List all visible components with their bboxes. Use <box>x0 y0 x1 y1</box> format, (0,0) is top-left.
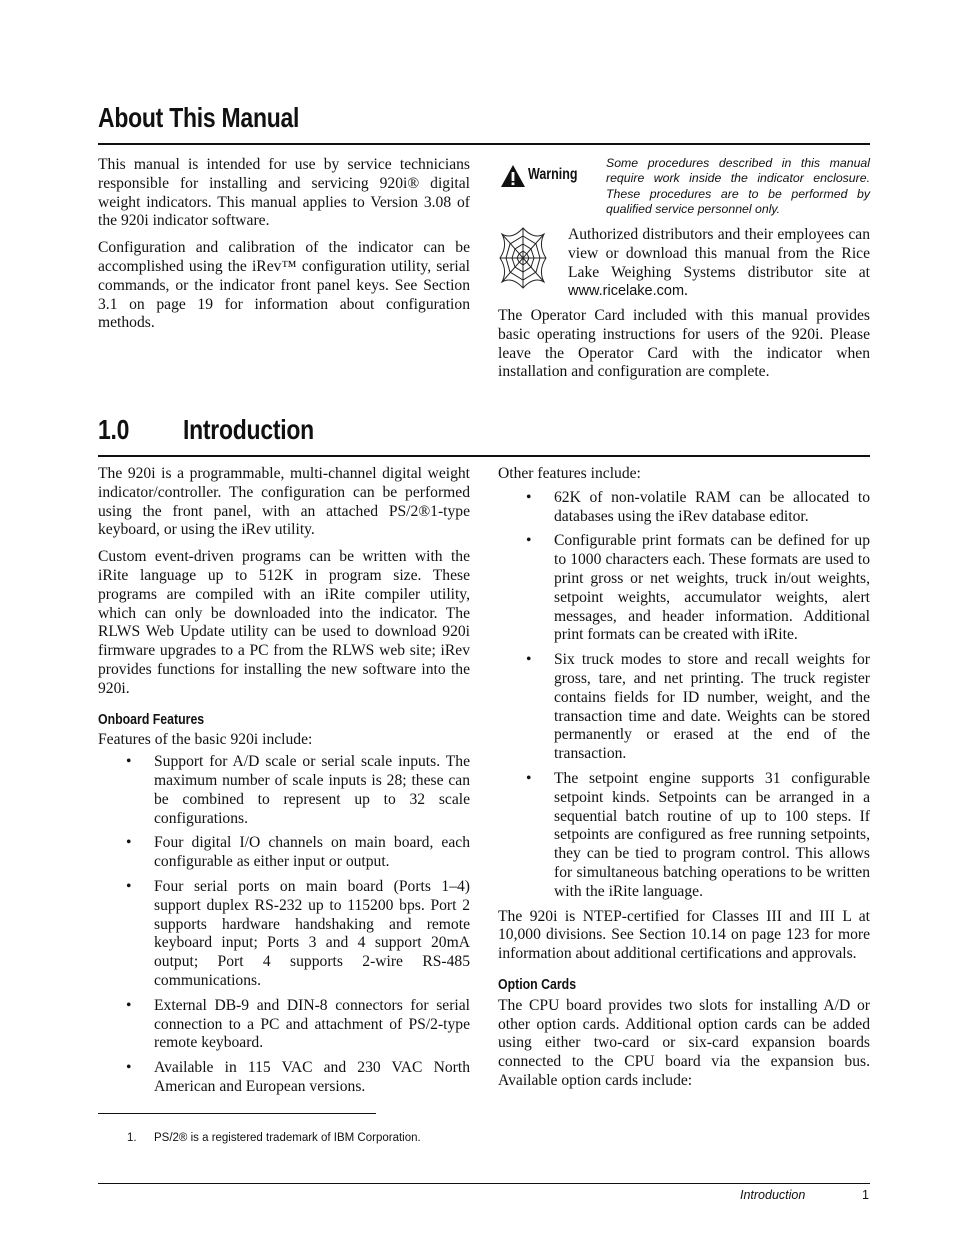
list-item: • Six truck modes to store and recall weights for gross, tare, and net printing. The truck register contains fields for ID number, weight, and the transaction time and date. Weights can be stored permanently or erased at the end of the transaction. <box>498 651 870 764</box>
warning-triangle-icon <box>500 164 526 188</box>
list-item: • Four digital I/O channels on main board, each configurable as either input or output. <box>98 834 470 872</box>
other-features-list <box>498 489 870 902</box>
intro-left-column <box>98 465 470 1103</box>
footer-rule <box>98 1183 870 1184</box>
list-item: • 62K of non-volatile RAM can be allocated to databases using the iRev database editor. <box>498 489 870 527</box>
list-item: • Available in 115 VAC and 230 VAC North American and European versions. <box>98 1059 470 1097</box>
about-paragraph-1: This manual is intended for use by service technicians responsible for installing and servicing 920i® digital weight indicators. This manual applies to Version 3.08 of the 920i indicator software. <box>98 156 470 230</box>
list-item: • The setpoint engine supports 31 configurable setpoint kinds. Setpoints can be arranged in a sequential batch routine of up to 100 steps. If setpoints are configured as free running setpoints, they can be tied to program control. This allows for simultaneous batching operations to be written with the iRite language. <box>498 770 870 902</box>
about-heading: About This Manual <box>98 102 300 133</box>
list-item: • External DB-9 and DIN-8 connectors for serial connection to a PC and attachment of PS/2-type remote keyboard. <box>98 997 470 1053</box>
onboard-lead: Features of the basic 920i include: <box>98 731 313 749</box>
ricelake-url[interactable]: www.ricelake.com <box>568 283 685 300</box>
list-item: • Four serial ports on main board (Ports 1–4) support duplex RS-232 up to 115200 bps. Port 2 supports hardware handshaking and remote keyboard input; Ports 3 and 4 support 20mA output; Port 4 supports 2-wire RS-485 communications. <box>98 878 470 991</box>
intro-heading: Introduction <box>183 414 314 445</box>
list-item: • Configurable print formats can be defined for up to 1000 characters each. These formats are used to print gross or net weights, truck in/out weights, setpoint weights, accumulator weights, alert messages, and header information. Additional print formats can be created with iRite. <box>498 532 870 645</box>
about-paragraph-2: Configuration and calibration of the indicator can be accomplished using the iRev™ configuration utility, serial commands, or the indicator front panel keys. See Section 3.1 on page 19 for information about configuration methods. <box>98 239 470 332</box>
ntep-paragraph: The 920i is NTEP-certified for Classes III and III L at 10,000 divisions. See Section 10.14 on page 123 for more information about additional certifications and approvals. <box>498 907 870 963</box>
list-item: • Support for A/D scale or serial scale inputs. The maximum number of scale inputs is 28; these can be combined to represent up to 32 scale configurations. <box>98 753 470 828</box>
footnote-text: PS/2® is a registered trademark of IBM Corporation. <box>154 1132 421 1144</box>
option-cards-paragraph: The CPU board provides two slots for installing A/D or other option cards. Additional option cards can be added using either two-card or six-card expansion boards connected to the CPU board via the expansion bus. Available option cards include: <box>498 996 870 1089</box>
option-cards-heading: Option Cards <box>498 976 577 993</box>
web-access-paragraph: Authorized distributors and their employees can view or download this manual from the Rice Lake Weighing Systems distributor site at www.ricelake.com. <box>568 226 870 300</box>
footnote-rule <box>98 1113 376 1114</box>
warning-text: Some procedures described in this manual require work inside the indicator enclosure. These procedures are to be performed by qualified service personnel only. <box>606 156 870 217</box>
web-access-text: Authorized distributors and their employees can view or download this manual from the Rice Lake Weighing Systems distributor site at <box>568 226 870 281</box>
spider-web-icon <box>498 226 548 290</box>
onboard-features-heading: Onboard Features <box>98 711 205 728</box>
about-heading-rule <box>98 143 870 145</box>
intro-paragraph-2: Custom event-driven programs can be written with the iRite language up to 512K in program size. These programs are compiled with an iRite compiler utility, which can only be downloaded into the indicator. The RLWS Web Update utility can be used to download 920i firmware upgrades to a PC from the RLWS web site; iRev provides functions for installing the new software into the 920i. <box>98 548 470 697</box>
intro-heading-number: 1.0 <box>98 414 130 445</box>
warning-label <box>498 164 598 188</box>
footer-section-name: Introduction <box>740 1188 806 1202</box>
other-features-lead: Other features include: <box>498 465 641 482</box>
intro-right-column <box>498 465 870 1099</box>
operator-card-paragraph: The Operator Card included with this manual provides basic operating instructions for users of the 920i. Please leave the Operator Card with the indicator when installation and configuration are complete. <box>498 307 870 381</box>
warning-word: Warning <box>528 166 578 183</box>
footnote-number: 1. <box>127 1132 137 1144</box>
onboard-features-list <box>98 753 470 1097</box>
about-left-column <box>98 156 470 341</box>
intro-heading-rule <box>98 455 870 457</box>
intro-paragraph-1: The 920i is a programmable, multi-channel digital weight indicator/controller. The configuration can be performed using the front panel, with an attached PS/2®1-type keyboard, or using the iRev utility. <box>98 465 470 539</box>
footer-page-number: 1 <box>862 1188 869 1202</box>
